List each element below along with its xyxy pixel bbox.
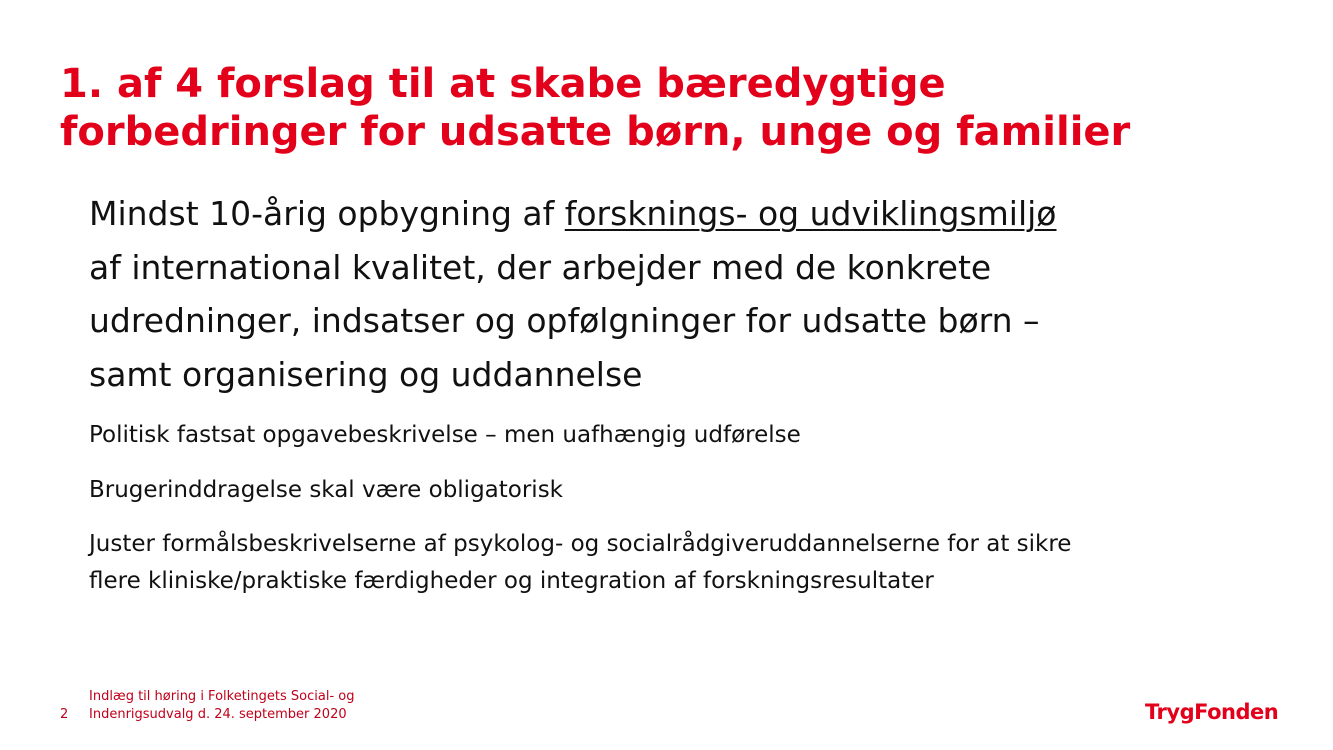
slide-title [60,60,1290,156]
lead-line-3: udredninger, indsatser og opfølgninger for udsatte børn – [89,301,1040,340]
lead-line-2: af international kvalitet, der arbejder med de konkrete [89,247,992,287]
footer-caption [89,688,354,724]
point-education-purpose [89,526,1071,600]
lead-paragraph [89,187,1299,401]
lead-underlined-phrase: forsknings- og udviklingsmiljø [564,194,1057,233]
slide-title-line-2: forbedringer for udsatte børn, unge og familier [60,109,1131,155]
point-political-task [89,417,801,454]
point-text: Politisk fastsat opgavebeskrivelse – men uafhængig udførelse [89,422,801,448]
lead-line-1 [89,187,1299,241]
point-text-line-1: Juster formålsbeskrivelserne af psykolog- og socialrådgiveruddannelserne for at sikre [89,531,1072,557]
point-text: Brugerinddragelse skal være obligatorisk [89,477,564,503]
point-user-involvement [89,472,563,509]
point-text-line-2: flere kliniske/praktiske færdigheder og integration af forskningsresultater [89,568,934,594]
footer-caption-line-2: Indenrigsudvalg d. 24. september 2020 [89,707,347,722]
trygfonden-logo: TrygFonden [1145,700,1279,724]
page-number: 2 [60,707,69,722]
lead-line-4: samt organisering og uddannelse [89,354,643,394]
lead-line-1-text: Mindst 10-årig opbygning af [89,194,565,233]
footer-caption-line-1: Indlæg til høring i Folketingets Social- og [89,689,355,704]
slide-title-line-1: 1. af 4 forslag til at skabe bæredygtige [60,61,946,107]
